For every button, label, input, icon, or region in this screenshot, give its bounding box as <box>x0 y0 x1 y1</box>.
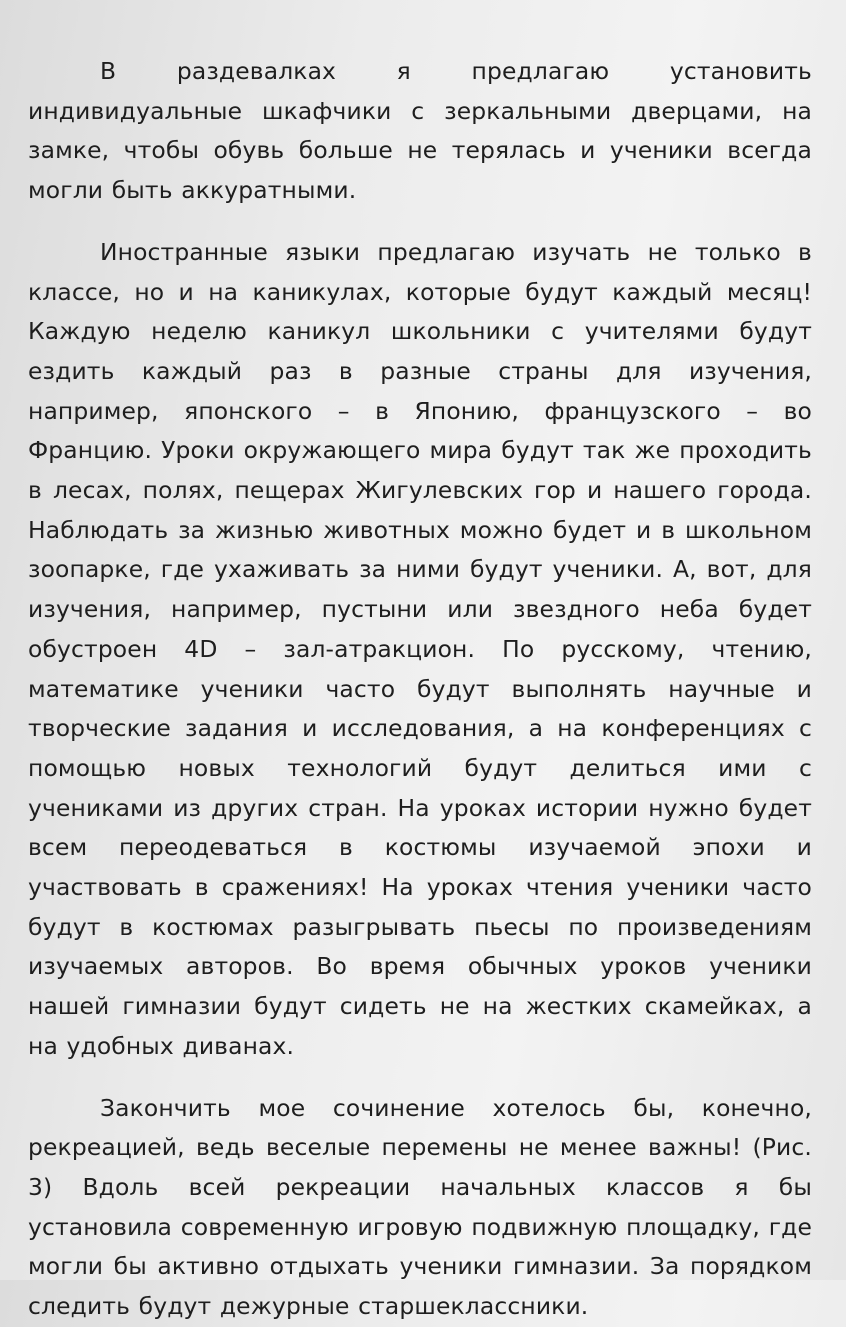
paragraph-foreign-languages: Иностранные языки предлагаю изучать не только в классе, но и на каникулах, которые будут каждый месяц! Каждую неделю каникул школьники с учителями будут ездить каждый раз в разные страны для изучения, например, японского – в Японию, французского – во Францию. Уроки окружающего мира будут так же проходить в лесах, полях, пещерах Жигулевских гор и нашего города. Наблюдать за жизнью животных можно будет и в школьном зоопарке, где ухаживать за ними будут ученики. А, вот, для изучения, например, пустыни или звездного неба будет обустроен 4D – зал-атракцион. По русскому, чтению, математике ученики часто будут выполнять научные и творческие задания и исследования, а на конференциях с помощью новых технологий будут делиться ими с учениками из других стран. На уроках истории нужно будет всем переодеваться в костюмы изучаемой эпохи и участвовать в сражениях! На уроках чтения ученики часто будут в костюмах разыгрывать пьесы по произведениям изучаемых авторов. Во время обычных уроков ученики нашей гимназии будут сидеть не на жестких скамейках, а на удобных диванах. <box>28 237 812 1060</box>
paragraph-lockers: В раздевалках я предлагаю установить индивидуальные шкафчики с зеркальными дверцами, на замке, чтобы обувь больше не терялась и ученики всегда могли быть аккуратными. <box>28 57 812 205</box>
paragraph-recreation: Закончить мое сочинение хотелось бы, конечно, рекреацией, ведь веселые перемены не менее важны! (Рис. 3) Вдоль всей рекреации начальных классов я бы установила современную игровую подвижную площадку, где могли бы активно отдыхать ученики гимназии. За порядком следить будут дежурные старшеклассники. <box>28 1093 812 1321</box>
